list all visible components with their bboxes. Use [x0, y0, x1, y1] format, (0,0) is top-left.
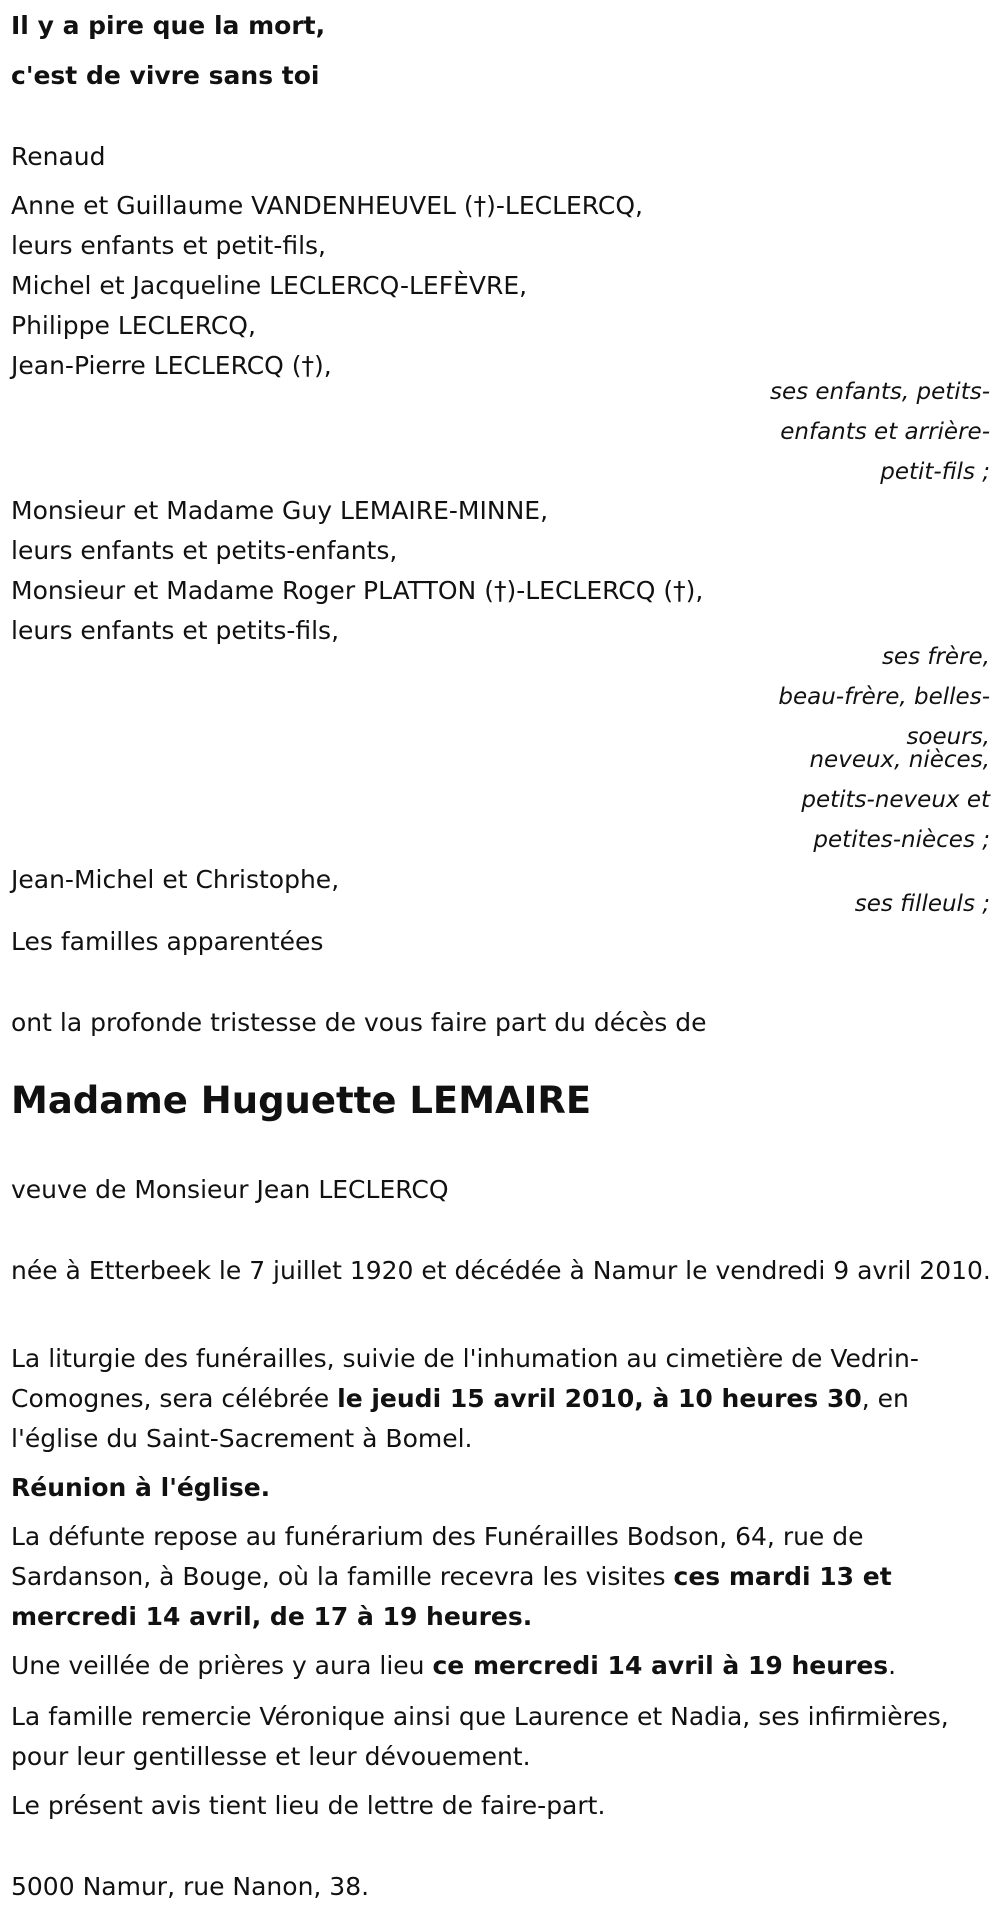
epigraph-line-2: c'est de vivre sans toi [11, 61, 320, 90]
relation-group2-line-1: ses frère, [881, 644, 990, 670]
funeral-liturgy-paragraph [11, 1339, 991, 1459]
family-group1-line-3: Michel et Jacqueline LECLERCQ-LEFÈVRE, [11, 271, 528, 300]
birth-death-paragraph: née à Etterbeek le 7 juillet 1920 et décédée à Namur le vendredi 9 avril 2010. [11, 1256, 991, 1285]
relation-group2-line-3: soeurs, [906, 724, 990, 750]
relation-group3-line-1: ses filleuls ; [854, 891, 990, 917]
family-group1-line-4: Philippe LECLERCQ, [11, 311, 256, 340]
funerarium-visiting-hours: ces mardi 13 et mercredi 14 avril, de 17 à 19 heures. [11, 1562, 892, 1631]
funeral-liturgy-text: La liturgie des funérailles, suivie de l'inhumation au cimetière de Vedrin-Comognes, sera célébrée [11, 1344, 919, 1413]
funeral-liturgy-location: , en l'église du Saint-Sacrement à Bomel. [11, 1384, 909, 1453]
relation-group2-line-2: beau-frère, belles- [778, 684, 990, 710]
vigil-text: Une veillée de prières y aura lieu [11, 1651, 433, 1680]
family-group2-line-1: Monsieur et Madame Guy LEMAIRE-MINNE, [11, 496, 549, 525]
relation-group1-line-2: enfants et arrière- [780, 419, 990, 445]
family-group2-line-2: leurs enfants et petits-enfants, [11, 536, 398, 565]
epigraph-line-1: Il y a pire que la mort, [11, 11, 326, 40]
vigil-paragraph [11, 1646, 991, 1686]
family-member-renaud: Renaud [11, 142, 106, 171]
relation-group1-line-1: ses enfants, petits- [769, 379, 990, 405]
deceased-name: Madame Huguette LEMAIRE [11, 1079, 592, 1122]
address: 5000 Namur, rue Nanon, 38. [11, 1872, 370, 1901]
reunion-eglise: Réunion à l'église. [11, 1473, 271, 1502]
widow-of: veuve de Monsieur Jean LECLERCQ [11, 1175, 449, 1204]
family-apparentees: Les familles apparentées [11, 927, 324, 956]
family-group1-line-1: Anne et Guillaume VANDENHEUVEL (†)-LECLERCQ, [11, 191, 644, 220]
family-group1-line-5: Jean-Pierre LECLERCQ (†), [11, 351, 332, 380]
family-group2-line-3: Monsieur et Madame Roger PLATTON (†)-LECLERCQ (†), [11, 576, 704, 605]
funerarium-text: La défunte repose au funérarium des Funérailles Bodson, 64, rue de Sardanson, à Bouge, où la famille recevra les visites [11, 1522, 864, 1591]
family-group2-line-4: leurs enfants et petits-fils, [11, 616, 340, 645]
funeral-liturgy-date: le jeudi 15 avril 2010, à 10 heures 30 [337, 1384, 862, 1413]
relation-group2-line-4: neveux, nièces, [809, 747, 990, 773]
thanks-paragraph: La famille remercie Véronique ainsi que Laurence et Nadia, ses infirmières, pour leur gentillesse et leur dévouement. [11, 1702, 949, 1771]
relation-group2-line-5: petits-neveux et [801, 787, 990, 813]
relation-group1-line-3: petit-fils ; [880, 459, 990, 485]
relation-group2-line-6: petites-nièces ; [813, 827, 990, 853]
family-group1-line-2: leurs enfants et petit-fils, [11, 231, 327, 260]
vigil-end: . [888, 1651, 897, 1680]
family-group3-line-1: Jean-Michel et Christophe, [11, 865, 340, 894]
announcement-intro: ont la profonde tristesse de vous faire part du décès de [11, 1008, 707, 1037]
funerarium-paragraph [11, 1517, 991, 1637]
vigil-time: ce mercredi 14 avril à 19 heures [432, 1651, 889, 1680]
notice-disclaimer: Le présent avis tient lieu de lettre de faire-part. [11, 1791, 606, 1820]
